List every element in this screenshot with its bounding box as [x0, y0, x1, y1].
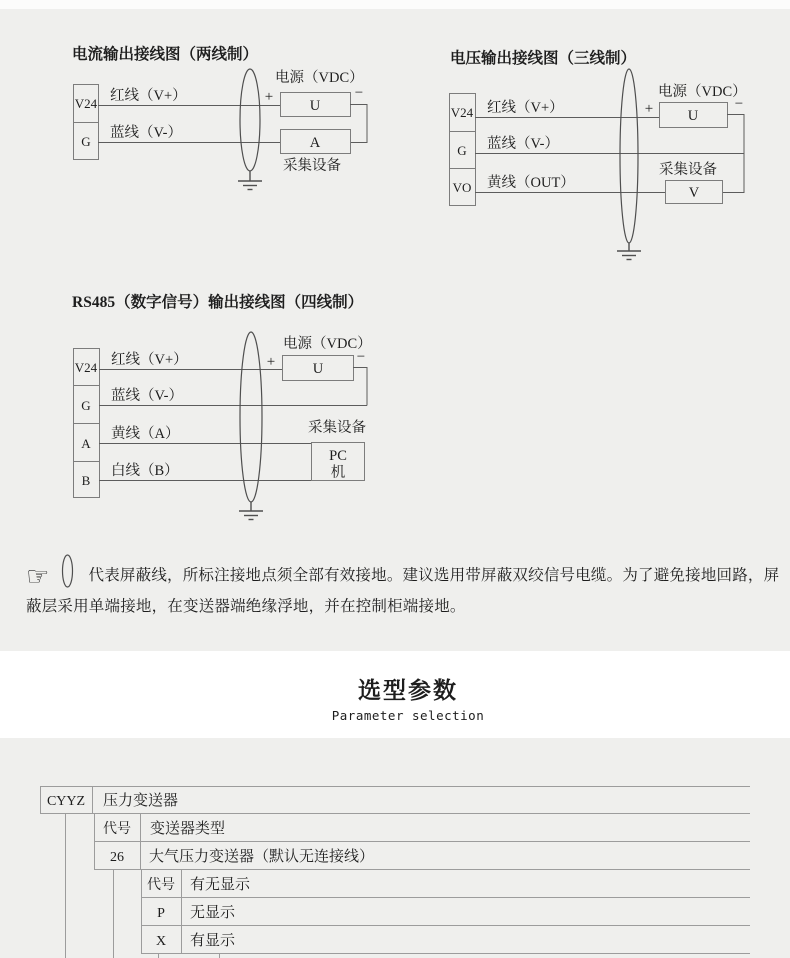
- yellow-wire-label: 黄线（OUT）: [487, 175, 575, 191]
- white-wire-label: 白线（B）: [111, 463, 179, 479]
- terminal-g: G: [81, 398, 91, 413]
- row-code: CYYZ: [46, 794, 86, 809]
- ground-icon: [617, 243, 641, 260]
- section-title: 选型参数: [358, 678, 458, 703]
- diagram-voltage-three-wire: [450, 48, 747, 260]
- row-desc: 无显示: [190, 905, 236, 921]
- collector-label: 采集设备: [308, 420, 366, 436]
- shield-note-text: 代表屏蔽线，所标注接地点须全部有效接地。建议选用带屏蔽双绞信号电缆。为了避免接地回路，屏蔽层采用单端接地，在变送器端绝缘浮地，并在控制柜端接地。: [26, 567, 780, 615]
- plus-sign: +: [266, 354, 276, 370]
- selection-table: [0, 780, 790, 958]
- row-desc: 有无显示: [190, 877, 251, 893]
- terminal-b: B: [81, 473, 91, 488]
- row-code: 26: [110, 850, 124, 865]
- row-code: X: [155, 934, 167, 949]
- row-desc: 压力变送器: [103, 793, 179, 809]
- row-code: P: [157, 906, 165, 921]
- plus-sign: +: [264, 89, 274, 105]
- minus-sign: −: [354, 85, 364, 101]
- plus-sign: +: [644, 101, 654, 117]
- blue-wire-label: 蓝线（V-）: [111, 388, 183, 404]
- minus-sign: −: [356, 349, 366, 365]
- terminal-g: G: [457, 143, 467, 158]
- blue-wire-label: 蓝线（V-）: [487, 136, 559, 152]
- collector-label: 采集设备: [659, 162, 717, 178]
- ground-icon: [239, 502, 263, 520]
- diagram2-title: 电压输出接线图（三线制）: [450, 50, 637, 67]
- terminal-vo: VO: [452, 180, 472, 195]
- diagram-rs485-four-wire: [72, 292, 372, 520]
- diagram-current-two-wire: [72, 44, 367, 190]
- pointing-hand-icon: ☞: [26, 562, 50, 592]
- minus-sign: −: [734, 96, 744, 112]
- section-heading-band: [0, 651, 790, 738]
- diagram3-title: RS485（数字信号）输出接线图（四线制）: [72, 294, 364, 311]
- power-supply-u: U: [687, 108, 699, 124]
- row-desc: 有显示: [190, 933, 236, 949]
- shield-ellipse: [240, 69, 260, 171]
- ground-icon: [238, 171, 262, 190]
- return-connector: [353, 368, 367, 406]
- terminal-v24: V24: [74, 96, 98, 111]
- row-desc: 变送器类型: [150, 821, 226, 837]
- terminal-v24: V24: [450, 105, 474, 120]
- row-desc: 大气压力变送器（默认无连接线）: [149, 849, 375, 865]
- power-label: 电源（VDC）: [283, 336, 372, 352]
- terminal-v24: V24: [74, 360, 98, 375]
- diagram1-title: 电流输出接线图（两线制）: [72, 46, 259, 63]
- pc-box-line1: PC: [329, 448, 347, 464]
- terminal-g: G: [81, 134, 91, 149]
- return-connector: [350, 105, 367, 143]
- power-label: 电源（VDC）: [658, 84, 747, 100]
- shield-note: [26, 553, 786, 621]
- yellow-wire-label: 黄线（A）: [111, 426, 180, 442]
- power-supply-u: U: [312, 361, 324, 377]
- shield-ellipse: [620, 69, 638, 243]
- blue-wire-label: 蓝线（V-）: [110, 125, 182, 141]
- power-supply-u: U: [309, 98, 321, 114]
- collector-v: V: [688, 185, 700, 201]
- pc-box-line2: 机: [330, 465, 346, 481]
- shield-ellipse: [240, 332, 262, 502]
- power-label: 电源（VDC）: [275, 70, 364, 86]
- terminal-a: A: [81, 436, 91, 451]
- row-code: 代号: [103, 822, 131, 837]
- red-wire-label: 红线（V+）: [487, 100, 564, 116]
- collector-a: A: [309, 135, 321, 151]
- section-subtitle: Parameter selection: [331, 708, 485, 723]
- red-wire-label: 红线（V+）: [111, 352, 188, 368]
- collector-label: 采集设备: [283, 158, 341, 174]
- selection-table-grid: [40, 787, 750, 958]
- shield-ellipse-icon: [61, 553, 74, 589]
- row-code: 代号: [147, 878, 175, 893]
- red-wire-label: 红线（V+）: [110, 88, 187, 104]
